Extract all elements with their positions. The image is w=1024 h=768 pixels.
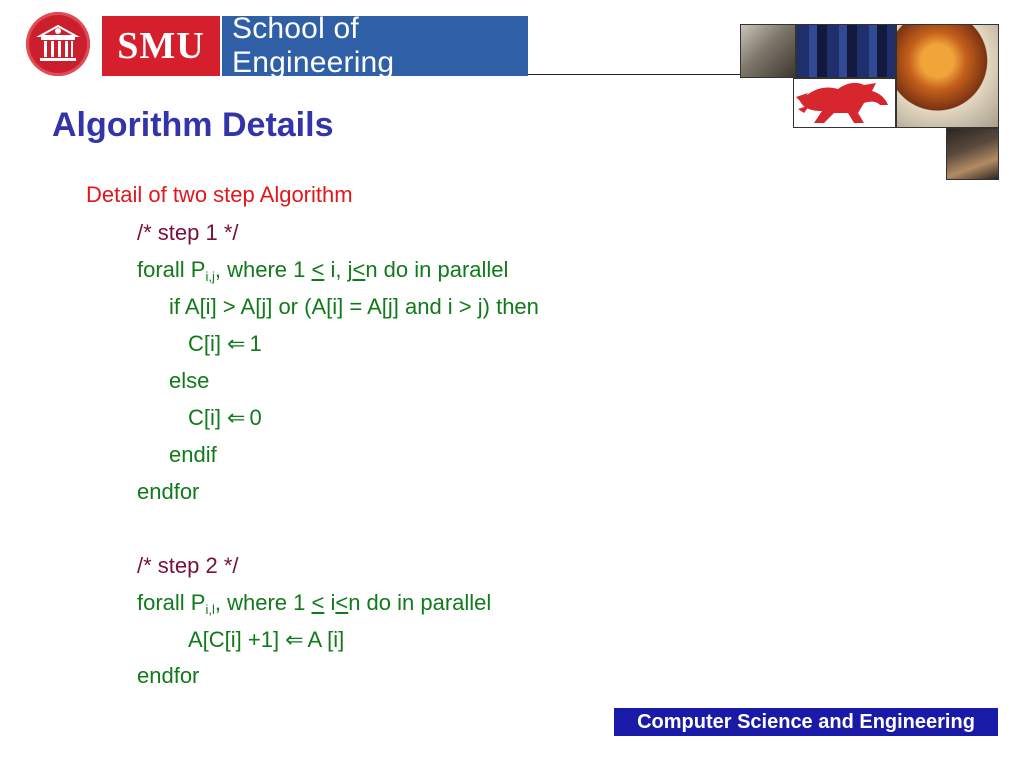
slide-subtitle: Detail of two step Algorithm (86, 182, 353, 207)
left-arrow-icon: ⇐ (285, 627, 304, 652)
step1-assign-zero-rhs: 0 (249, 405, 262, 430)
left-arrow-icon: ⇐ (227, 331, 246, 356)
step1-if-line: if A[i] > A[j] or (A[i] = A[j] and i > j) then (169, 294, 539, 319)
step1-forall-subscript: i,j (205, 269, 215, 284)
step1-forall-line (137, 257, 508, 283)
step2-forall-line (137, 590, 491, 616)
step2-assign-lhs: A[C[i] +1] (188, 627, 280, 652)
step1-comment: /* step 1 */ (137, 220, 239, 245)
step1-forall-text-b: , where 1 (214, 257, 312, 282)
step1-assign-one-lhs: C[i] (188, 331, 221, 356)
step2-assign-line (188, 627, 344, 653)
step1-le-symbol-2: < (352, 257, 366, 282)
step1-forall-text-a: forall P (137, 257, 206, 282)
step1-assign-one-line (188, 331, 262, 357)
step2-le-symbol-2: < (335, 590, 349, 615)
step1-else-line: else (169, 368, 210, 393)
step1-forall-text-d: n do in parallel (365, 257, 509, 282)
step2-forall-subscript: i,l (205, 602, 215, 617)
step1-forall-text-c: i, j (324, 257, 353, 282)
left-arrow-icon: ⇐ (227, 405, 246, 430)
step1-assign-zero-line (188, 405, 262, 431)
school-brand-label: School of Engineering (232, 12, 395, 79)
step2-forall-text-c: i (324, 590, 336, 615)
step1-assign-one-rhs: 1 (249, 331, 262, 356)
step2-le-symbol-1: < (311, 590, 325, 615)
step2-forall-text-b: , where 1 (214, 590, 312, 615)
step1-endif-line: endif (169, 442, 217, 467)
step2-endfor-line: endfor (137, 663, 200, 688)
step1-endfor-line: endfor (137, 479, 200, 504)
slide-title: Algorithm Details (52, 106, 334, 144)
footer-department-label: Computer Science and Engineering (614, 708, 998, 736)
step1-assign-zero-lhs: C[i] (188, 405, 221, 430)
smu-brand-label: SMU (117, 25, 205, 67)
step2-forall-text-d: n do in parallel (348, 590, 492, 615)
step2-comment: /* step 2 */ (137, 553, 239, 578)
step2-assign-rhs: A [i] (307, 627, 345, 652)
step2-forall-text-a: forall P (137, 590, 206, 615)
step1-le-symbol-1: < (311, 257, 325, 282)
